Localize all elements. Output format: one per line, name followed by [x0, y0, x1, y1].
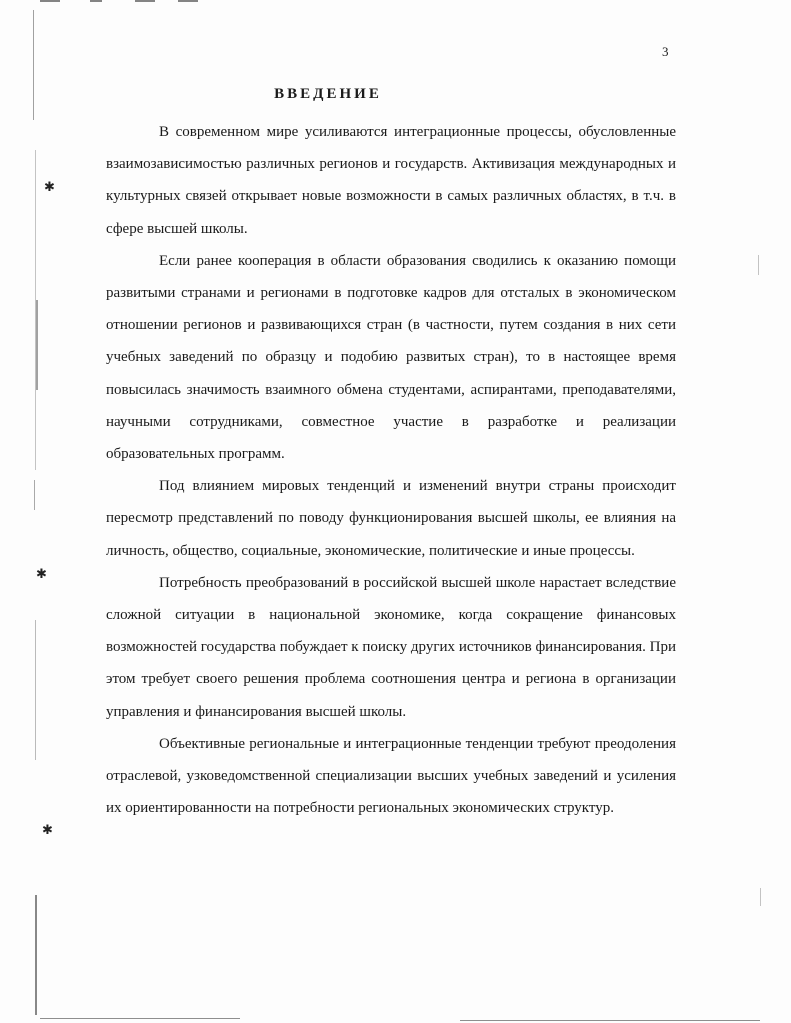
paragraph: Объективные региональные и интеграционные тенденции требуют преодоления отраслевой, узковедомственной специализации высших учебных заведений и усиления их ориентированности на потребности региональных экономических структур.	[106, 735, 676, 817]
margin-mark-icon: ✱	[44, 180, 55, 195]
scan-artifact	[40, 0, 60, 2]
margin-mark-icon: ✱	[36, 567, 47, 582]
paragraph: В современном мире усиливаются интеграционные процессы, обусловленные взаимозависимостью различных регионов и государств. Активизация международных и культурных связей открывает новые возможности в самых различных областях, в т.ч. в сфере высшей школы.	[106, 124, 676, 237]
scan-artifact	[90, 0, 102, 2]
scan-artifact	[135, 0, 155, 2]
scan-artifact	[758, 255, 759, 275]
body-text	[106, 116, 676, 824]
scan-artifact	[33, 10, 34, 120]
page-number: 3	[662, 44, 669, 59]
scan-artifact	[178, 0, 198, 2]
scan-artifact	[35, 895, 37, 1015]
paragraph: Под влиянием мировых тенденций и изменений внутри страны происходит пересмотр представлений по поводу функционирования высшей школы, ее влияния на личность, общество, социальные, экономические, политические и иные процессы.	[106, 478, 676, 559]
scan-artifact	[36, 300, 38, 390]
scan-artifact	[35, 620, 36, 760]
paragraph: Потребность преобразований в российской высшей школе нарастает вследствие сложной ситуации в национальной экономике, когда сокращение финансовых возможностей государства побуждает к поиску других источников финансирования. При этом требует своего решения проблема соотношения центра и региона в организации управления и финансирования высшей школы.	[106, 574, 676, 720]
paragraph: Если ранее кооперация в области образования сводились к оказанию помощи развитыми странами и регионами в подготовке кадров для отсталых в экономическом отношении регионов и развивающихся стран (в частности, путем создания в них сети учебных заведений по образцу и подобию развитых стран), то в настоящее время повысилась значимость взаимного обмена студентами, аспирантами, преподавателями, научными сотрудниками, совместное участие в разработке и реализации образовательных программ.	[106, 252, 676, 463]
margin-mark-icon: ✱	[42, 823, 53, 838]
scan-artifact	[40, 1018, 240, 1019]
scan-artifact	[760, 888, 761, 906]
scan-artifact	[460, 1020, 760, 1021]
scan-artifact	[34, 480, 35, 510]
page-title: ВВЕДЕНИЕ	[274, 86, 382, 102]
